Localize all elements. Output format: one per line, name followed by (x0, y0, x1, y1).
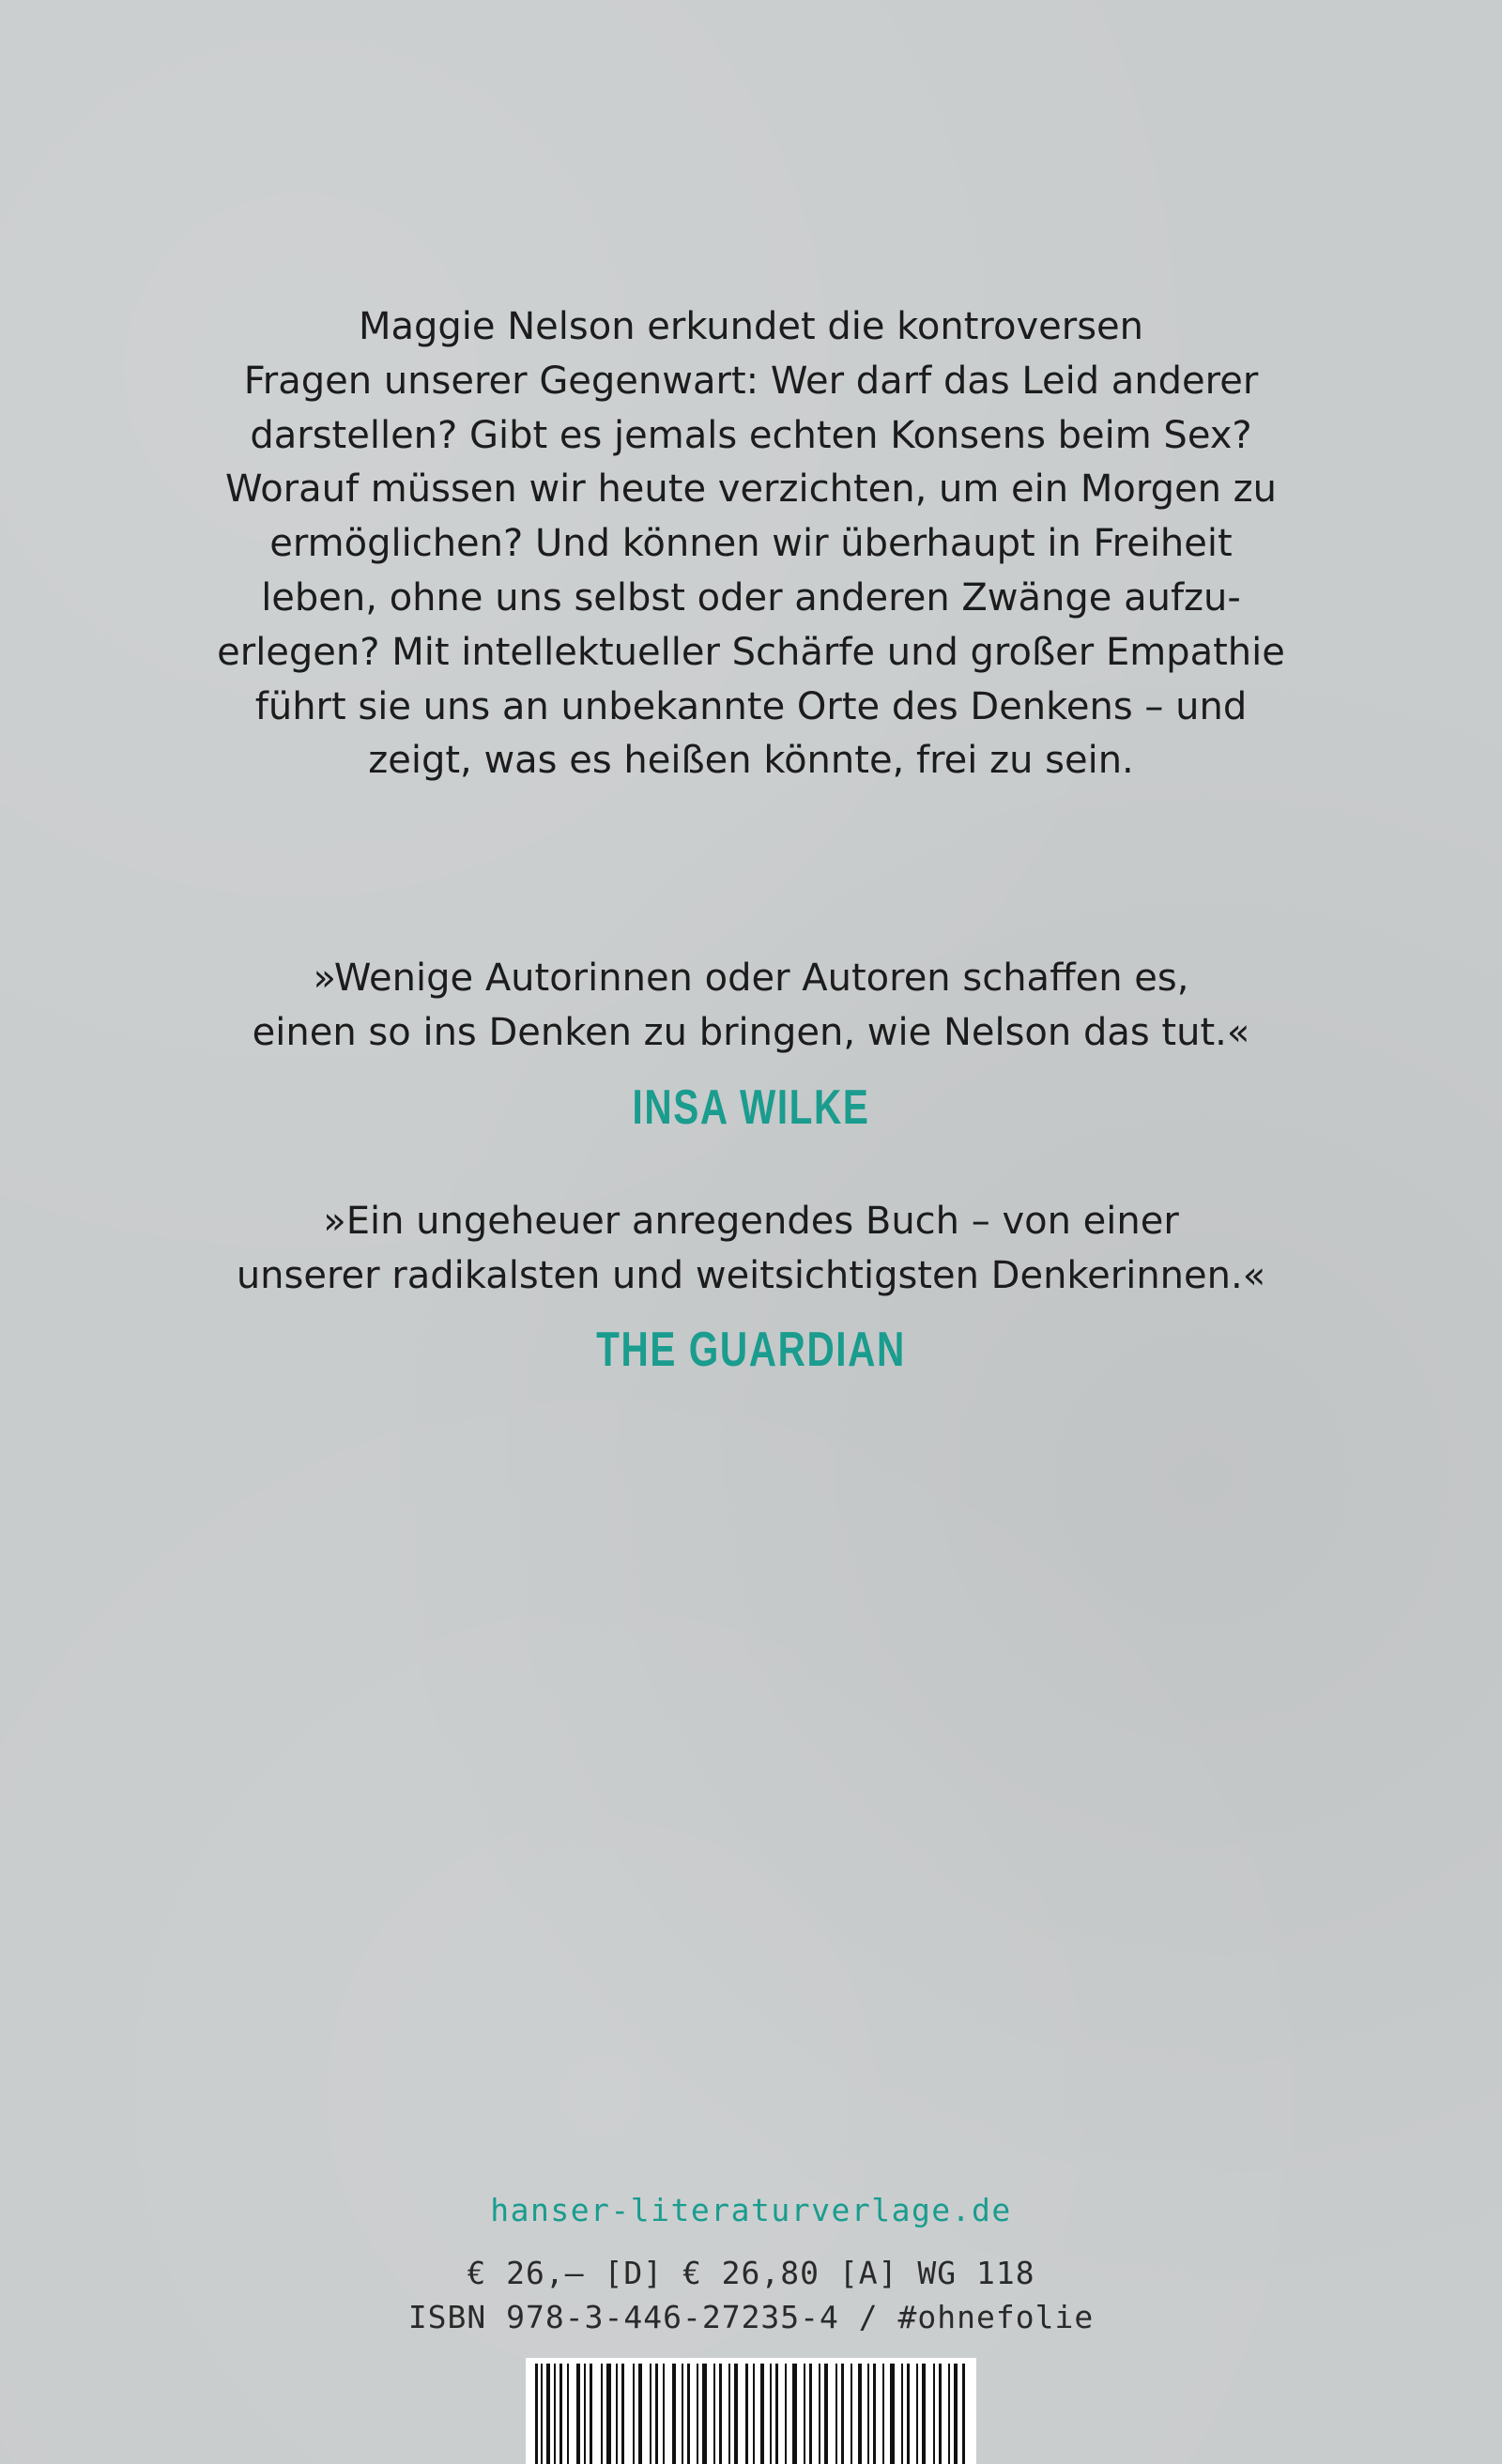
price-line: € 26,– [D] € 26,80 [A] WG 118 (467, 2255, 1035, 2291)
isbn-line: ISBN 978-3-446-27235-4 / #ohnefolie (407, 2299, 1095, 2335)
review-quote-2 (188, 1195, 1314, 1304)
quote-line: unserer radikalsten und weitsichtigsten Denkerinnen.« (236, 1253, 1266, 1297)
publisher-website: hanser-literaturverlage.de (490, 2192, 1012, 2228)
blurb-line: ermöglichen? Und können wir überhaupt in Freiheit (269, 522, 1233, 566)
blurb-line: erlegen? Mit intellektueller Schärfe und großer Empathie (217, 630, 1285, 674)
barcode-bars (535, 2364, 967, 2464)
quote-line: »Wenige Autorinnen oder Autoren schaffen es, (313, 957, 1189, 1000)
blurb-line: führt sie uns an unbekannte Orte des Denkens – und (254, 684, 1248, 728)
barcode-graphic (526, 2358, 976, 2464)
book-blurb (188, 300, 1314, 788)
quote-attribution-1: INSA WILKE (632, 1080, 870, 1135)
blurb-line: zeigt, was es heißen könnte, frei zu sein. (368, 739, 1134, 783)
blurb-line: Fragen unserer Gegenwart: Wer darf das Leid anderer (243, 359, 1259, 403)
blurb-line: darstellen? Gibt es jemals echten Konsens beim Sex? (250, 413, 1252, 457)
quote-attribution-2: THE GUARDIAN (596, 1323, 906, 1377)
quote-line: »Ein ungeheuer anregendes Buch – von einer (323, 1200, 1179, 1243)
review-quote-1 (188, 952, 1314, 1061)
blurb-line: Maggie Nelson erkundet die kontroversen (359, 305, 1143, 348)
quote-line: einen so ins Denken zu bringen, wie Nelson das tut.« (252, 1010, 1250, 1054)
blurb-line: leben, ohne uns selbst oder anderen Zwänge aufzu- (261, 575, 1241, 620)
blurb-line: Worauf müssen wir heute verzichten, um ein Morgen zu (225, 467, 1277, 512)
